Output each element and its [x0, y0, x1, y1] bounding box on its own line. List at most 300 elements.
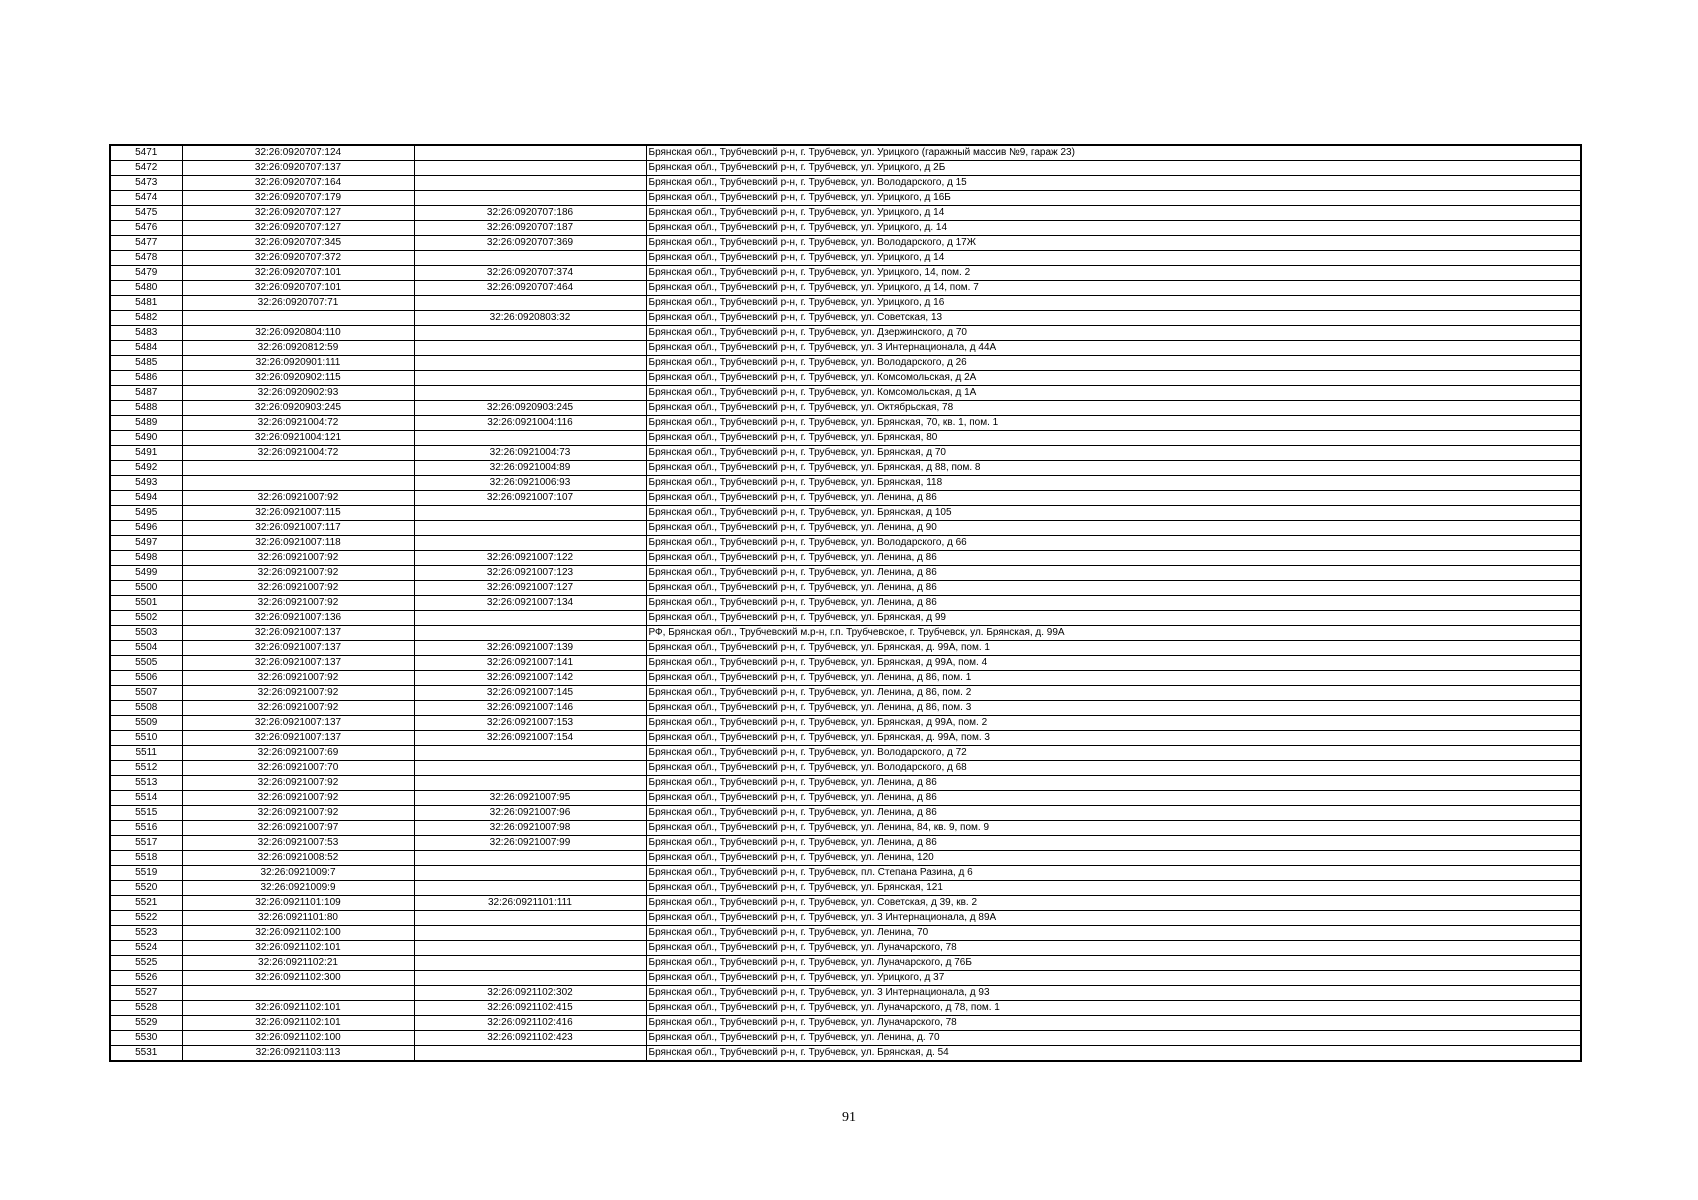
object-cadastral-number-cell	[414, 191, 646, 206]
page-number: 91	[842, 1110, 856, 1125]
table-row	[110, 311, 1581, 326]
row-number-cell: 5515	[110, 806, 182, 821]
cadastral-number-cell: 32:26:0921102:101	[182, 941, 414, 956]
registry-table	[109, 144, 1582, 1062]
object-cadastral-number-cell	[414, 956, 646, 971]
cadastral-number-cell: 32:26:0921009:9	[182, 881, 414, 896]
table-row	[110, 281, 1581, 296]
cadastral-number-cell: 32:26:0920902:115	[182, 371, 414, 386]
table-row	[110, 296, 1581, 311]
address-cell: Брянская обл., Трубчевский р-н, г. Трубчевск, ул. Ленина, д 86, пом. 1	[646, 671, 1581, 686]
cadastral-number-cell: 32:26:0921007:137	[182, 716, 414, 731]
address-cell: Брянская обл., Трубчевский р-н, г. Трубчевск, ул. Володарского, д 15	[646, 176, 1581, 191]
object-cadastral-number-cell	[414, 926, 646, 941]
object-cadastral-number-cell: 32:26:0921004:73	[414, 446, 646, 461]
cadastral-number-cell: 32:26:0920707:71	[182, 296, 414, 311]
cadastral-number-cell: 32:26:0921102:100	[182, 1031, 414, 1046]
table-row	[110, 596, 1581, 611]
address-cell: Брянская обл., Трубчевский р-н, г. Трубчевск, ул. Урицкого, д 14	[646, 206, 1581, 221]
object-cadastral-number-cell	[414, 911, 646, 926]
table-row	[110, 671, 1581, 686]
object-cadastral-number-cell	[414, 326, 646, 341]
address-cell: Брянская обл., Трубчевский р-н, г. Трубчевск, ул. Урицкого, д 14	[646, 251, 1581, 266]
cadastral-number-cell: 32:26:0920902:93	[182, 386, 414, 401]
object-cadastral-number-cell: 32:26:0921007:141	[414, 656, 646, 671]
object-cadastral-number-cell: 32:26:0921004:116	[414, 416, 646, 431]
cadastral-number-cell: 32:26:0921007:92	[182, 671, 414, 686]
row-number-cell: 5484	[110, 341, 182, 356]
cadastral-number-cell: 32:26:0920804:110	[182, 326, 414, 341]
row-number-cell: 5508	[110, 701, 182, 716]
address-cell: Брянская обл., Трубчевский р-н, г. Трубчевск, ул. Брянская, д. 99А, пом. 3	[646, 731, 1581, 746]
cadastral-number-cell	[182, 311, 414, 326]
object-cadastral-number-cell: 32:26:0921007:139	[414, 641, 646, 656]
address-cell: Брянская обл., Трубчевский р-н, г. Трубчевск, ул. Ленина, д 86	[646, 581, 1581, 596]
cadastral-number-cell: 32:26:0920707:372	[182, 251, 414, 266]
cadastral-number-cell: 32:26:0921102:101	[182, 1016, 414, 1031]
cadastral-number-cell: 32:26:0920707:179	[182, 191, 414, 206]
table-row	[110, 145, 1581, 161]
row-number-cell: 5529	[110, 1016, 182, 1031]
table-row	[110, 851, 1581, 866]
object-cadastral-number-cell: 32:26:0921007:96	[414, 806, 646, 821]
object-cadastral-number-cell	[414, 371, 646, 386]
table-row	[110, 191, 1581, 206]
row-number-cell: 5511	[110, 746, 182, 761]
row-number-cell: 5478	[110, 251, 182, 266]
object-cadastral-number-cell	[414, 611, 646, 626]
address-cell: Брянская обл., Трубчевский р-н, г. Трубчевск, ул. Брянская, д 105	[646, 506, 1581, 521]
address-cell: Брянская обл., Трубчевский р-н, г. Трубчевск, ул. Урицкого (гаражный массив №9, гараж 23)	[646, 145, 1581, 161]
row-number-cell: 5476	[110, 221, 182, 236]
object-cadastral-number-cell: 32:26:0921102:423	[414, 1031, 646, 1046]
table-row	[110, 821, 1581, 836]
cadastral-number-cell: 32:26:0921007:92	[182, 791, 414, 806]
row-number-cell: 5482	[110, 311, 182, 326]
row-number-cell: 5514	[110, 791, 182, 806]
address-cell: Брянская обл., Трубчевский р-н, г. Трубчевск, ул. Брянская, д. 54	[646, 1046, 1581, 1062]
address-cell: Брянская обл., Трубчевский р-н, г. Трубчевск, ул. 3 Интернационала, д 44А	[646, 341, 1581, 356]
table-row	[110, 566, 1581, 581]
table-row	[110, 1031, 1581, 1046]
cadastral-number-cell: 32:26:0921007:92	[182, 551, 414, 566]
object-cadastral-number-cell: 32:26:0920903:245	[414, 401, 646, 416]
cadastral-number-cell: 32:26:0921101:80	[182, 911, 414, 926]
row-number-cell: 5518	[110, 851, 182, 866]
table-row	[110, 686, 1581, 701]
object-cadastral-number-cell	[414, 386, 646, 401]
table-row	[110, 941, 1581, 956]
address-cell: Брянская обл., Трубчевский р-н, г. Трубчевск, ул. Ленина, 120	[646, 851, 1581, 866]
row-number-cell: 5485	[110, 356, 182, 371]
row-number-cell: 5500	[110, 581, 182, 596]
address-cell: Брянская обл., Трубчевский р-н, г. Трубчевск, ул. Ленина, д. 70	[646, 1031, 1581, 1046]
object-cadastral-number-cell: 32:26:0921007:95	[414, 791, 646, 806]
registry-table-body	[110, 145, 1581, 1061]
table-row	[110, 506, 1581, 521]
row-number-cell: 5504	[110, 641, 182, 656]
row-number-cell: 5488	[110, 401, 182, 416]
object-cadastral-number-cell: 32:26:0921006:93	[414, 476, 646, 491]
address-cell: РФ, Брянская обл., Трубчевский м.р-н, г.п. Трубчевское, г. Трубчевск, ул. Брянская, д. 99А	[646, 626, 1581, 641]
address-cell: Брянская обл., Трубчевский р-н, г. Трубчевск, ул. Ленина, д 90	[646, 521, 1581, 536]
cadastral-number-cell: 32:26:0921007:70	[182, 761, 414, 776]
row-number-cell: 5490	[110, 431, 182, 446]
address-cell: Брянская обл., Трубчевский р-н, г. Трубчевск, ул. Брянская, 80	[646, 431, 1581, 446]
address-cell: Брянская обл., Трубчевский р-н, г. Трубчевск, ул. Луначарского, д 78, пом. 1	[646, 1001, 1581, 1016]
object-cadastral-number-cell: 32:26:0921007:122	[414, 551, 646, 566]
object-cadastral-number-cell	[414, 536, 646, 551]
object-cadastral-number-cell	[414, 176, 646, 191]
table-row	[110, 461, 1581, 476]
address-cell: Брянская обл., Трубчевский р-н, г. Трубчевск, ул. Ленина, д 86	[646, 551, 1581, 566]
table-row	[110, 341, 1581, 356]
address-cell: Брянская обл., Трубчевский р-н, г. Трубчевск, ул. Ленина, д 86	[646, 806, 1581, 821]
object-cadastral-number-cell	[414, 296, 646, 311]
address-cell: Брянская обл., Трубчевский р-н, г. Трубчевск, ул. Брянская, д 99А, пом. 4	[646, 656, 1581, 671]
address-cell: Брянская обл., Трубчевский р-н, г. Трубчевск, ул. Луначарского, 78	[646, 941, 1581, 956]
cadastral-number-cell: 32:26:0921007:118	[182, 536, 414, 551]
address-cell: Брянская обл., Трубчевский р-н, г. Трубчевск, ул. Брянская, д 99	[646, 611, 1581, 626]
table-row	[110, 326, 1581, 341]
table-row	[110, 446, 1581, 461]
row-number-cell: 5524	[110, 941, 182, 956]
address-cell: Брянская обл., Трубчевский р-н, г. Трубчевск, ул. Урицкого, д 37	[646, 971, 1581, 986]
row-number-cell: 5479	[110, 266, 182, 281]
cadastral-number-cell: 32:26:0921007:137	[182, 656, 414, 671]
cadastral-number-cell: 32:26:0921007:137	[182, 731, 414, 746]
cadastral-number-cell: 32:26:0921007:117	[182, 521, 414, 536]
address-cell: Брянская обл., Трубчевский р-н, г. Трубчевск, ул. Володарского, д 66	[646, 536, 1581, 551]
row-number-cell: 5501	[110, 596, 182, 611]
cadastral-number-cell: 32:26:0921009:7	[182, 866, 414, 881]
object-cadastral-number-cell	[414, 1046, 646, 1062]
object-cadastral-number-cell: 32:26:0921007:142	[414, 671, 646, 686]
address-cell: Брянская обл., Трубчевский р-н, г. Трубчевск, ул. Урицкого, д 16	[646, 296, 1581, 311]
table-row	[110, 836, 1581, 851]
address-cell: Брянская обл., Трубчевский р-н, г. Трубчевск, ул. Брянская, 70, кв. 1, пом. 1	[646, 416, 1581, 431]
object-cadastral-number-cell: 32:26:0920707:186	[414, 206, 646, 221]
cadastral-number-cell: 32:26:0920707:101	[182, 281, 414, 296]
address-cell: Брянская обл., Трубчевский р-н, г. Трубчевск, ул. Володарского, д 26	[646, 356, 1581, 371]
object-cadastral-number-cell	[414, 506, 646, 521]
table-row	[110, 521, 1581, 536]
object-cadastral-number-cell	[414, 161, 646, 176]
table-row	[110, 551, 1581, 566]
address-cell: Брянская обл., Трубчевский р-н, г. Трубчевск, ул. Советская, д 39, кв. 2	[646, 896, 1581, 911]
address-cell: Брянская обл., Трубчевский р-н, г. Трубчевск, пл. Степана Разина, д 6	[646, 866, 1581, 881]
row-number-cell: 5483	[110, 326, 182, 341]
object-cadastral-number-cell: 32:26:0921007:98	[414, 821, 646, 836]
cadastral-number-cell: 32:26:0921007:92	[182, 701, 414, 716]
cadastral-number-cell: 32:26:0921007:137	[182, 626, 414, 641]
table-row	[110, 701, 1581, 716]
row-number-cell: 5528	[110, 1001, 182, 1016]
table-row	[110, 491, 1581, 506]
address-cell: Брянская обл., Трубчевский р-н, г. Трубчевск, ул. Брянская, д 88, пом. 8	[646, 461, 1581, 476]
row-number-cell: 5522	[110, 911, 182, 926]
object-cadastral-number-cell	[414, 521, 646, 536]
address-cell: Брянская обл., Трубчевский р-н, г. Трубчевск, ул. Ленина, д 86	[646, 776, 1581, 791]
row-number-cell: 5531	[110, 1046, 182, 1062]
table-row	[110, 161, 1581, 176]
address-cell: Брянская обл., Трубчевский р-н, г. Трубчевск, ул. Советская, 13	[646, 311, 1581, 326]
cadastral-number-cell: 32:26:0920707:101	[182, 266, 414, 281]
row-number-cell: 5475	[110, 206, 182, 221]
address-cell: Брянская обл., Трубчевский р-н, г. Трубчевск, ул. Урицкого, д 2Б	[646, 161, 1581, 176]
cadastral-number-cell: 32:26:0921004:72	[182, 416, 414, 431]
cadastral-number-cell: 32:26:0921008:52	[182, 851, 414, 866]
cadastral-number-cell: 32:26:0920812:59	[182, 341, 414, 356]
address-cell: Брянская обл., Трубчевский р-н, г. Трубчевск, ул. Ленина, д 86	[646, 596, 1581, 611]
cadastral-number-cell: 32:26:0921004:121	[182, 431, 414, 446]
address-cell: Брянская обл., Трубчевский р-н, г. Трубчевск, ул. Луначарского, д 76Б	[646, 956, 1581, 971]
address-cell: Брянская обл., Трубчевский р-н, г. Трубчевск, ул. Ленина, 84, кв. 9, пом. 9	[646, 821, 1581, 836]
table-row	[110, 221, 1581, 236]
object-cadastral-number-cell	[414, 356, 646, 371]
address-cell: Брянская обл., Трубчевский р-н, г. Трубчевск, ул. Брянская, 118	[646, 476, 1581, 491]
cadastral-number-cell: 32:26:0920707:127	[182, 221, 414, 236]
address-cell: Брянская обл., Трубчевский р-н, г. Трубчевск, ул. Урицкого, д 14, пом. 7	[646, 281, 1581, 296]
row-number-cell: 5491	[110, 446, 182, 461]
object-cadastral-number-cell: 32:26:0921007:146	[414, 701, 646, 716]
cadastral-number-cell: 32:26:0921007:92	[182, 806, 414, 821]
object-cadastral-number-cell: 32:26:0921007:134	[414, 596, 646, 611]
cadastral-number-cell: 32:26:0921007:115	[182, 506, 414, 521]
table-row	[110, 416, 1581, 431]
table-row	[110, 536, 1581, 551]
address-cell: Брянская обл., Трубчевский р-н, г. Трубчевск, ул. Брянская, 121	[646, 881, 1581, 896]
address-cell: Брянская обл., Трубчевский р-н, г. Трубчевск, ул. Ленина, д 86	[646, 836, 1581, 851]
table-row	[110, 1046, 1581, 1062]
address-cell: Брянская обл., Трубчевский р-н, г. Трубчевск, ул. Брянская, д 99А, пом. 2	[646, 716, 1581, 731]
row-number-cell: 5510	[110, 731, 182, 746]
row-number-cell: 5494	[110, 491, 182, 506]
table-row	[110, 206, 1581, 221]
row-number-cell: 5505	[110, 656, 182, 671]
cadastral-number-cell: 32:26:0921007:97	[182, 821, 414, 836]
object-cadastral-number-cell	[414, 431, 646, 446]
table-row	[110, 971, 1581, 986]
row-number-cell: 5506	[110, 671, 182, 686]
table-row	[110, 356, 1581, 371]
address-cell: Брянская обл., Трубчевский р-н, г. Трубчевск, ул. Ленина, д 86	[646, 491, 1581, 506]
table-row	[110, 1001, 1581, 1016]
object-cadastral-number-cell: 32:26:0921101:111	[414, 896, 646, 911]
address-cell: Брянская обл., Трубчевский р-н, г. Трубчевск, ул. Ленина, д 86, пом. 3	[646, 701, 1581, 716]
table-row	[110, 251, 1581, 266]
address-cell: Брянская обл., Трубчевский р-н, г. Трубчевск, ул. Брянская, д 70	[646, 446, 1581, 461]
address-cell: Брянская обл., Трубчевский р-н, г. Трубчевск, ул. Урицкого, д. 14	[646, 221, 1581, 236]
table-row	[110, 911, 1581, 926]
address-cell: Брянская обл., Трубчевский р-н, г. Трубчевск, ул. Брянская, д. 99А, пом. 1	[646, 641, 1581, 656]
table-row	[110, 431, 1581, 446]
row-number-cell: 5489	[110, 416, 182, 431]
address-cell: Брянская обл., Трубчевский р-н, г. Трубчевск, ул. Комсомольская, д 2А	[646, 371, 1581, 386]
row-number-cell: 5496	[110, 521, 182, 536]
cadastral-number-cell: 32:26:0921007:92	[182, 581, 414, 596]
row-number-cell: 5526	[110, 971, 182, 986]
object-cadastral-number-cell: 32:26:0920707:187	[414, 221, 646, 236]
object-cadastral-number-cell	[414, 971, 646, 986]
row-number-cell: 5525	[110, 956, 182, 971]
cadastral-number-cell: 32:26:0920707:164	[182, 176, 414, 191]
object-cadastral-number-cell: 32:26:0920803:32	[414, 311, 646, 326]
row-number-cell: 5497	[110, 536, 182, 551]
cadastral-number-cell: 32:26:0921101:109	[182, 896, 414, 911]
address-cell: Брянская обл., Трубчевский р-н, г. Трубчевск, ул. Комсомольская, д 1А	[646, 386, 1581, 401]
address-cell: Брянская обл., Трубчевский р-н, г. Трубчевск, ул. 3 Интернационала, д 93	[646, 986, 1581, 1001]
cadastral-number-cell: 32:26:0920707:137	[182, 161, 414, 176]
table-row	[110, 791, 1581, 806]
address-cell: Брянская обл., Трубчевский р-н, г. Трубчевск, ул. Володарского, д 72	[646, 746, 1581, 761]
table-row	[110, 731, 1581, 746]
row-number-cell: 5509	[110, 716, 182, 731]
table-row	[110, 956, 1581, 971]
cadastral-number-cell: 32:26:0920707:345	[182, 236, 414, 251]
address-cell: Брянская обл., Трубчевский р-н, г. Трубчевск, ул. 3 Интернационала, д 89А	[646, 911, 1581, 926]
cadastral-number-cell: 32:26:0921007:92	[182, 566, 414, 581]
row-number-cell: 5503	[110, 626, 182, 641]
object-cadastral-number-cell: 32:26:0921007:123	[414, 566, 646, 581]
cadastral-number-cell: 32:26:0921102:100	[182, 926, 414, 941]
cadastral-number-cell: 32:26:0921102:21	[182, 956, 414, 971]
table-row	[110, 611, 1581, 626]
address-cell: Брянская обл., Трубчевский р-н, г. Трубчевск, ул. Луначарского, 78	[646, 1016, 1581, 1031]
table-row	[110, 926, 1581, 941]
object-cadastral-number-cell	[414, 866, 646, 881]
table-row	[110, 176, 1581, 191]
table-row	[110, 236, 1581, 251]
address-cell: Брянская обл., Трубчевский р-н, г. Трубчевск, ул. Ленина, д 86	[646, 566, 1581, 581]
row-number-cell: 5472	[110, 161, 182, 176]
address-cell: Брянская обл., Трубчевский р-н, г. Трубчевск, ул. Ленина, д 86	[646, 791, 1581, 806]
row-number-cell: 5499	[110, 566, 182, 581]
cadastral-number-cell: 32:26:0921007:69	[182, 746, 414, 761]
table-row	[110, 476, 1581, 491]
address-cell: Брянская обл., Трубчевский р-н, г. Трубчевск, ул. Володарского, д 68	[646, 761, 1581, 776]
table-row	[110, 266, 1581, 281]
object-cadastral-number-cell: 32:26:0921007:145	[414, 686, 646, 701]
table-row	[110, 746, 1581, 761]
row-number-cell: 5517	[110, 836, 182, 851]
object-cadastral-number-cell	[414, 941, 646, 956]
table-row	[110, 806, 1581, 821]
cadastral-number-cell: 32:26:0921007:136	[182, 611, 414, 626]
row-number-cell: 5486	[110, 371, 182, 386]
address-cell: Брянская обл., Трубчевский р-н, г. Трубчевск, ул. Урицкого, 14, пом. 2	[646, 266, 1581, 281]
cadastral-number-cell: 32:26:0921007:53	[182, 836, 414, 851]
table-row	[110, 1016, 1581, 1031]
object-cadastral-number-cell: 32:26:0921007:154	[414, 731, 646, 746]
object-cadastral-number-cell: 32:26:0921102:416	[414, 1016, 646, 1031]
address-cell: Брянская обл., Трубчевский р-н, г. Трубчевск, ул. Володарского, д 17Ж	[646, 236, 1581, 251]
object-cadastral-number-cell: 32:26:0920707:369	[414, 236, 646, 251]
table-row	[110, 761, 1581, 776]
row-number-cell: 5502	[110, 611, 182, 626]
cadastral-number-cell: 32:26:0921103:113	[182, 1046, 414, 1062]
table-row	[110, 881, 1581, 896]
row-number-cell: 5477	[110, 236, 182, 251]
object-cadastral-number-cell	[414, 251, 646, 266]
cadastral-number-cell: 32:26:0920903:245	[182, 401, 414, 416]
cadastral-number-cell: 32:26:0921007:92	[182, 686, 414, 701]
row-number-cell: 5474	[110, 191, 182, 206]
table-row	[110, 626, 1581, 641]
row-number-cell: 5527	[110, 986, 182, 1001]
object-cadastral-number-cell: 32:26:0921007:107	[414, 491, 646, 506]
address-cell: Брянская обл., Трубчевский р-н, г. Трубчевск, ул. Ленина, д 86, пом. 2	[646, 686, 1581, 701]
object-cadastral-number-cell	[414, 145, 646, 161]
object-cadastral-number-cell: 32:26:0920707:374	[414, 266, 646, 281]
address-cell: Брянская обл., Трубчевский р-н, г. Трубчевск, ул. Ленина, 70	[646, 926, 1581, 941]
object-cadastral-number-cell	[414, 851, 646, 866]
cadastral-number-cell: 32:26:0920901:111	[182, 356, 414, 371]
table-row	[110, 371, 1581, 386]
row-number-cell: 5473	[110, 176, 182, 191]
address-cell: Брянская обл., Трубчевский р-н, г. Трубчевск, ул. Дзержинского, д 70	[646, 326, 1581, 341]
row-number-cell: 5520	[110, 881, 182, 896]
address-cell: Брянская обл., Трубчевский р-н, г. Трубчевск, ул. Урицкого, д 16Б	[646, 191, 1581, 206]
cadastral-number-cell	[182, 986, 414, 1001]
table-row	[110, 401, 1581, 416]
cadastral-number-cell: 32:26:0920707:124	[182, 145, 414, 161]
table-row	[110, 656, 1581, 671]
row-number-cell: 5492	[110, 461, 182, 476]
table-row	[110, 641, 1581, 656]
row-number-cell: 5513	[110, 776, 182, 791]
row-number-cell: 5530	[110, 1031, 182, 1046]
cadastral-number-cell: 32:26:0921007:137	[182, 641, 414, 656]
object-cadastral-number-cell: 32:26:0921102:302	[414, 986, 646, 1001]
object-cadastral-number-cell	[414, 881, 646, 896]
row-number-cell: 5487	[110, 386, 182, 401]
table-row	[110, 986, 1581, 1001]
row-number-cell: 5471	[110, 145, 182, 161]
row-number-cell: 5493	[110, 476, 182, 491]
object-cadastral-number-cell	[414, 341, 646, 356]
object-cadastral-number-cell	[414, 746, 646, 761]
row-number-cell: 5519	[110, 866, 182, 881]
object-cadastral-number-cell: 32:26:0921007:99	[414, 836, 646, 851]
row-number-cell: 5507	[110, 686, 182, 701]
row-number-cell: 5495	[110, 506, 182, 521]
object-cadastral-number-cell	[414, 776, 646, 791]
cadastral-number-cell	[182, 476, 414, 491]
row-number-cell: 5521	[110, 896, 182, 911]
object-cadastral-number-cell: 32:26:0921007:127	[414, 581, 646, 596]
row-number-cell: 5480	[110, 281, 182, 296]
cadastral-number-cell: 32:26:0920707:127	[182, 206, 414, 221]
object-cadastral-number-cell	[414, 626, 646, 641]
row-number-cell: 5516	[110, 821, 182, 836]
cadastral-number-cell: 32:26:0921007:92	[182, 491, 414, 506]
cadastral-number-cell: 32:26:0921007:92	[182, 596, 414, 611]
table-row	[110, 386, 1581, 401]
row-number-cell: 5523	[110, 926, 182, 941]
row-number-cell: 5512	[110, 761, 182, 776]
object-cadastral-number-cell: 32:26:0921007:153	[414, 716, 646, 731]
table-row	[110, 776, 1581, 791]
object-cadastral-number-cell: 32:26:0921102:415	[414, 1001, 646, 1016]
cadastral-number-cell: 32:26:0921102:101	[182, 1001, 414, 1016]
table-row	[110, 581, 1581, 596]
table-row	[110, 716, 1581, 731]
object-cadastral-number-cell	[414, 761, 646, 776]
row-number-cell: 5481	[110, 296, 182, 311]
table-row	[110, 896, 1581, 911]
object-cadastral-number-cell: 32:26:0921004:89	[414, 461, 646, 476]
